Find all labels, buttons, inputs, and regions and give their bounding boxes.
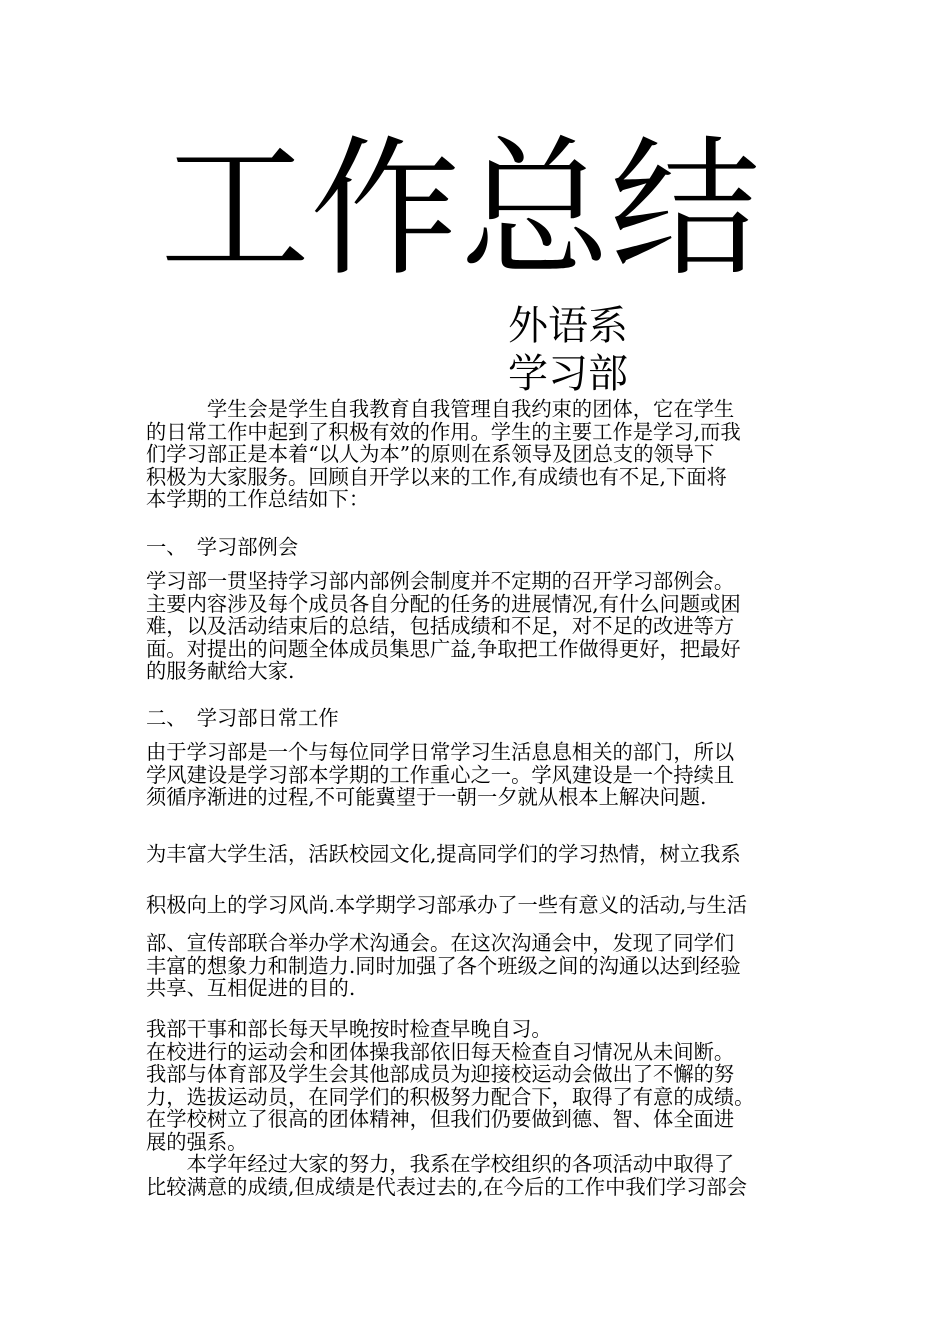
heading-text: 一、 学习部例会 (146, 535, 299, 559)
text-line: 主要内容涉及每个成员各自分配的任务的进展情况,有什么问题或困 (146, 591, 741, 616)
text-line: 们学习部正是本着“以人为本”的原则在系领导及团总支的领导下 (146, 442, 715, 466)
text-line: 为丰富大学生活，活跃校园文化,提高同学们的学习热情，树立我系 (146, 842, 741, 866)
section-name: 学习部 (508, 351, 628, 397)
paragraph-1 (146, 570, 826, 683)
paragraph-6 (146, 1018, 826, 1198)
text-line: 的服务献给大家. (146, 659, 295, 683)
text-line: 本学年经过大家的努力，我系在学校组织的各项活动中取得了 (146, 1152, 735, 1176)
department-name: 外语系 (508, 303, 628, 349)
section-heading-2 (146, 707, 826, 730)
text-line: 在学校树立了很高的团体精神，但我们仍要做到德、智、体全面进 (146, 1107, 735, 1131)
text-line: 展的强系。 (146, 1129, 248, 1154)
text-line: 力，选拔运动员，在同学们的积极努力配合下，取得了有意的成绩。 (146, 1084, 755, 1109)
text-line: 面。对提出的问题全体成员集思广益,争取把工作做得更好，把最好 (146, 636, 741, 661)
paragraph-2 (146, 741, 826, 809)
text-line: 比较满意的成绩,但成绩是代表过去的,在今后的工作中我们学习部会 (146, 1174, 748, 1199)
text-line: 积极向上的学习风尚.本学期学习部承办了一些有意义的活动,与生活 (146, 893, 748, 917)
text-line: 难，以及活动结束后的总结，包括成绩和不足，对不足的改进等方 (146, 614, 735, 638)
text-line: 的日常工作中起到了积极有效的作用。学生的主要工作是学习,而我 (146, 419, 741, 444)
paragraph-4 (146, 894, 826, 917)
paragraph-5 (146, 932, 826, 1000)
intro-paragraph (146, 398, 826, 511)
text-line: 我部与体育部及学生会其他部成员为迎接校运动会做出了不懈的努 (146, 1062, 735, 1086)
text-line: 学习部一贯坚持学习部内部例会制度并不定期的召开学习部例会。 (146, 569, 735, 593)
text-line: 须循序渐进的过程,不可能冀望于一朝一夕就从根本上解决问题. (146, 785, 707, 809)
text-line: 共享、互相促进的目的. (146, 976, 356, 1000)
text-line: 部、宣传部联合举办学术沟通会。在这次沟通会中，发现了同学们 (146, 931, 735, 955)
text-line: 学风建设是学习部本学期的工作重心之一。学风建设是一个持续且 (146, 762, 735, 787)
text-line: 在校进行的运动会和团体操我部依旧每天检查自习情况从未间断。 (146, 1039, 735, 1064)
paragraph-3 (146, 843, 826, 866)
text-line: 积极为大家服务。回顾自开学以来的工作,有成绩也有不足,下面将 (146, 464, 727, 489)
text-line: 学生会是学生自我教育自我管理自我约束的团体，它在学生 (146, 397, 735, 421)
text-line: 我部干事和部长每天早晚按时检查早晚自习。 (146, 1017, 552, 1041)
document-title: 工作总结 (160, 123, 761, 297)
heading-text: 二、 学习部日常工作 (146, 706, 339, 730)
text-line: 由于学习部是一个与每位同学日常学习生活息息相关的部门，所以 (146, 740, 735, 764)
section-heading-1 (146, 536, 826, 559)
text-line: 本学期的工作总结如下： (146, 487, 370, 511)
text-line: 丰富的想象力和制造力.同时加强了各个班级之间的沟通以达到经验 (146, 953, 741, 978)
